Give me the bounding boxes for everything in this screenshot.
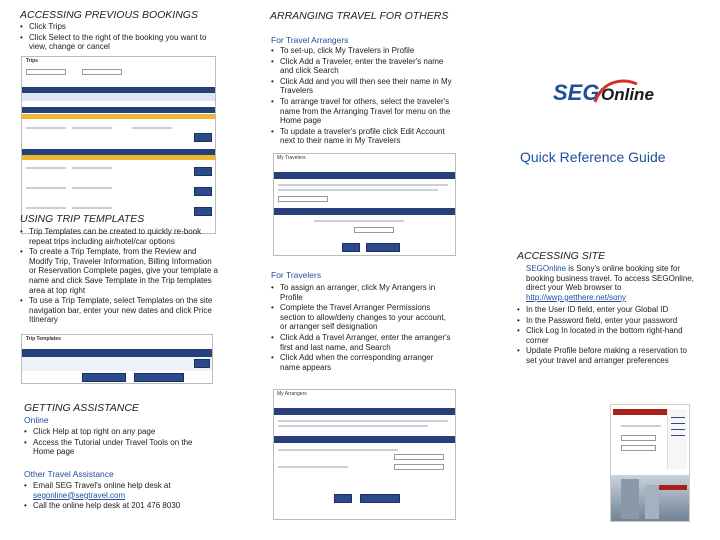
travelers-label: For Travelers <box>271 270 322 280</box>
my-arrangers-screenshot <box>273 389 456 520</box>
accessing-site-intro-text: is Sony's online booking site for booking business travel. To access SEGOnline, direct your Web browser to <box>526 264 694 293</box>
list-item: • Click Log In located in the bottom right-hand corner <box>517 326 697 345</box>
quick-reference-guide-title: Quick Reference Guide <box>520 149 666 165</box>
trip-templates-list <box>20 227 218 326</box>
list-item: • Click Add a Traveler, enter the traveler's name and click Search <box>271 57 455 76</box>
svg-text:SEG: SEG <box>553 80 600 105</box>
segonline-logo <box>551 76 663 110</box>
segonline-brand: SEGOnline <box>526 264 567 273</box>
help-desk-email-link[interactable]: segonline@segtravel.com <box>33 490 126 500</box>
segonline-logo-icon <box>551 76 663 110</box>
my-arrangers-shot-title: My Arrangers <box>277 391 307 397</box>
list-item: • Click Add and you will then see their name in My Travelers <box>271 77 455 96</box>
other-assistance-label: Other Travel Assistance <box>24 469 114 479</box>
list-item: • To set-up, click My Travelers in Profile <box>271 46 455 56</box>
accessing-previous-bookings-list <box>20 22 220 53</box>
list-item: • Trip Templates can be created to quickly re-book repeat trips including air/hotel/car options <box>20 227 218 246</box>
list-item: • Access the Tutorial under Travel Tools on the Home page <box>24 438 210 457</box>
accessing-site-intro <box>526 264 694 302</box>
other-assistance-list <box>24 481 210 512</box>
list-item: • Click Help at top right on any page <box>24 427 210 437</box>
column-right <box>480 0 720 540</box>
list-item: • In the Password field, enter your password <box>517 316 697 326</box>
list-item: • In the User ID field, enter your Global ID <box>517 305 697 315</box>
column-middle <box>240 0 480 540</box>
travel-arrangers-list <box>271 46 455 147</box>
list-item <box>24 481 210 500</box>
online-help-list <box>24 427 210 458</box>
list-item: • To update a traveler's profile click Edit Account next to their name in My Travelers <box>271 127 455 146</box>
trip-templates-screenshot: Trip Templates <box>21 334 213 384</box>
list-item: • Click Add a Travel Arranger, enter the arranger's first and last name, and Search <box>271 333 455 352</box>
online-label: Online <box>24 415 49 425</box>
my-travelers-screenshot <box>273 153 456 256</box>
list-item: • To create a Trip Template, from the Review and Modify Trip, Traveler Information, Billing Information or Reservation Complete pages, give your template a name and click Save Template in the Trip templates area at top right <box>20 247 218 295</box>
site-url-link[interactable]: http://wwp.getthere.net/sony <box>526 292 627 302</box>
my-travelers-shot-title: My Travelers <box>277 155 306 161</box>
accessing-site-title: ACCESSING SITE <box>517 250 606 262</box>
trips-screenshot: Trips <box>21 56 216 234</box>
arranging-travel-title: ARRANGING TRAVEL FOR OTHERS <box>270 10 449 22</box>
list-item: • Update Profile before making a reservation to set your travel and arranger preferences <box>517 346 697 365</box>
email-help-text: Email SEG Travel's online help desk at <box>33 481 171 490</box>
list-item: • Click Select to the right of the booking you want to view, change or cancel <box>20 33 220 52</box>
list-item: • Click Add when the corresponding arranger name appears <box>271 353 455 372</box>
column-left <box>0 0 240 540</box>
trip-templates-title: USING TRIP TEMPLATES <box>20 213 145 225</box>
travel-arrangers-label: For Travel Arrangers <box>271 35 349 45</box>
svg-text:Online: Online <box>601 85 654 104</box>
login-page-screenshot <box>610 404 690 522</box>
list-item: • Call the online help desk at 201 476 8030 <box>24 501 210 511</box>
list-item: • To assign an arranger, click My Arrangers in Profile <box>271 283 455 302</box>
list-item: • To arrange travel for others, select the traveler's name from the Arranging Travel for menu on the Home page <box>271 97 455 126</box>
accessing-previous-bookings-title: ACCESSING PREVIOUS BOOKINGS <box>20 9 198 21</box>
list-item: • Click Trips <box>20 22 220 32</box>
list-item: • To use a Trip Template, select Templates on the site navigation bar, enter your new dates and click Price Itinerary <box>20 296 218 325</box>
getting-assistance-title: GETTING ASSISTANCE <box>24 402 139 414</box>
list-item: • Complete the Travel Arranger Permissions section to allow/deny changes to your account, or arranger self designation <box>271 303 455 332</box>
travelers-list <box>271 283 455 373</box>
accessing-site-list <box>517 305 697 367</box>
